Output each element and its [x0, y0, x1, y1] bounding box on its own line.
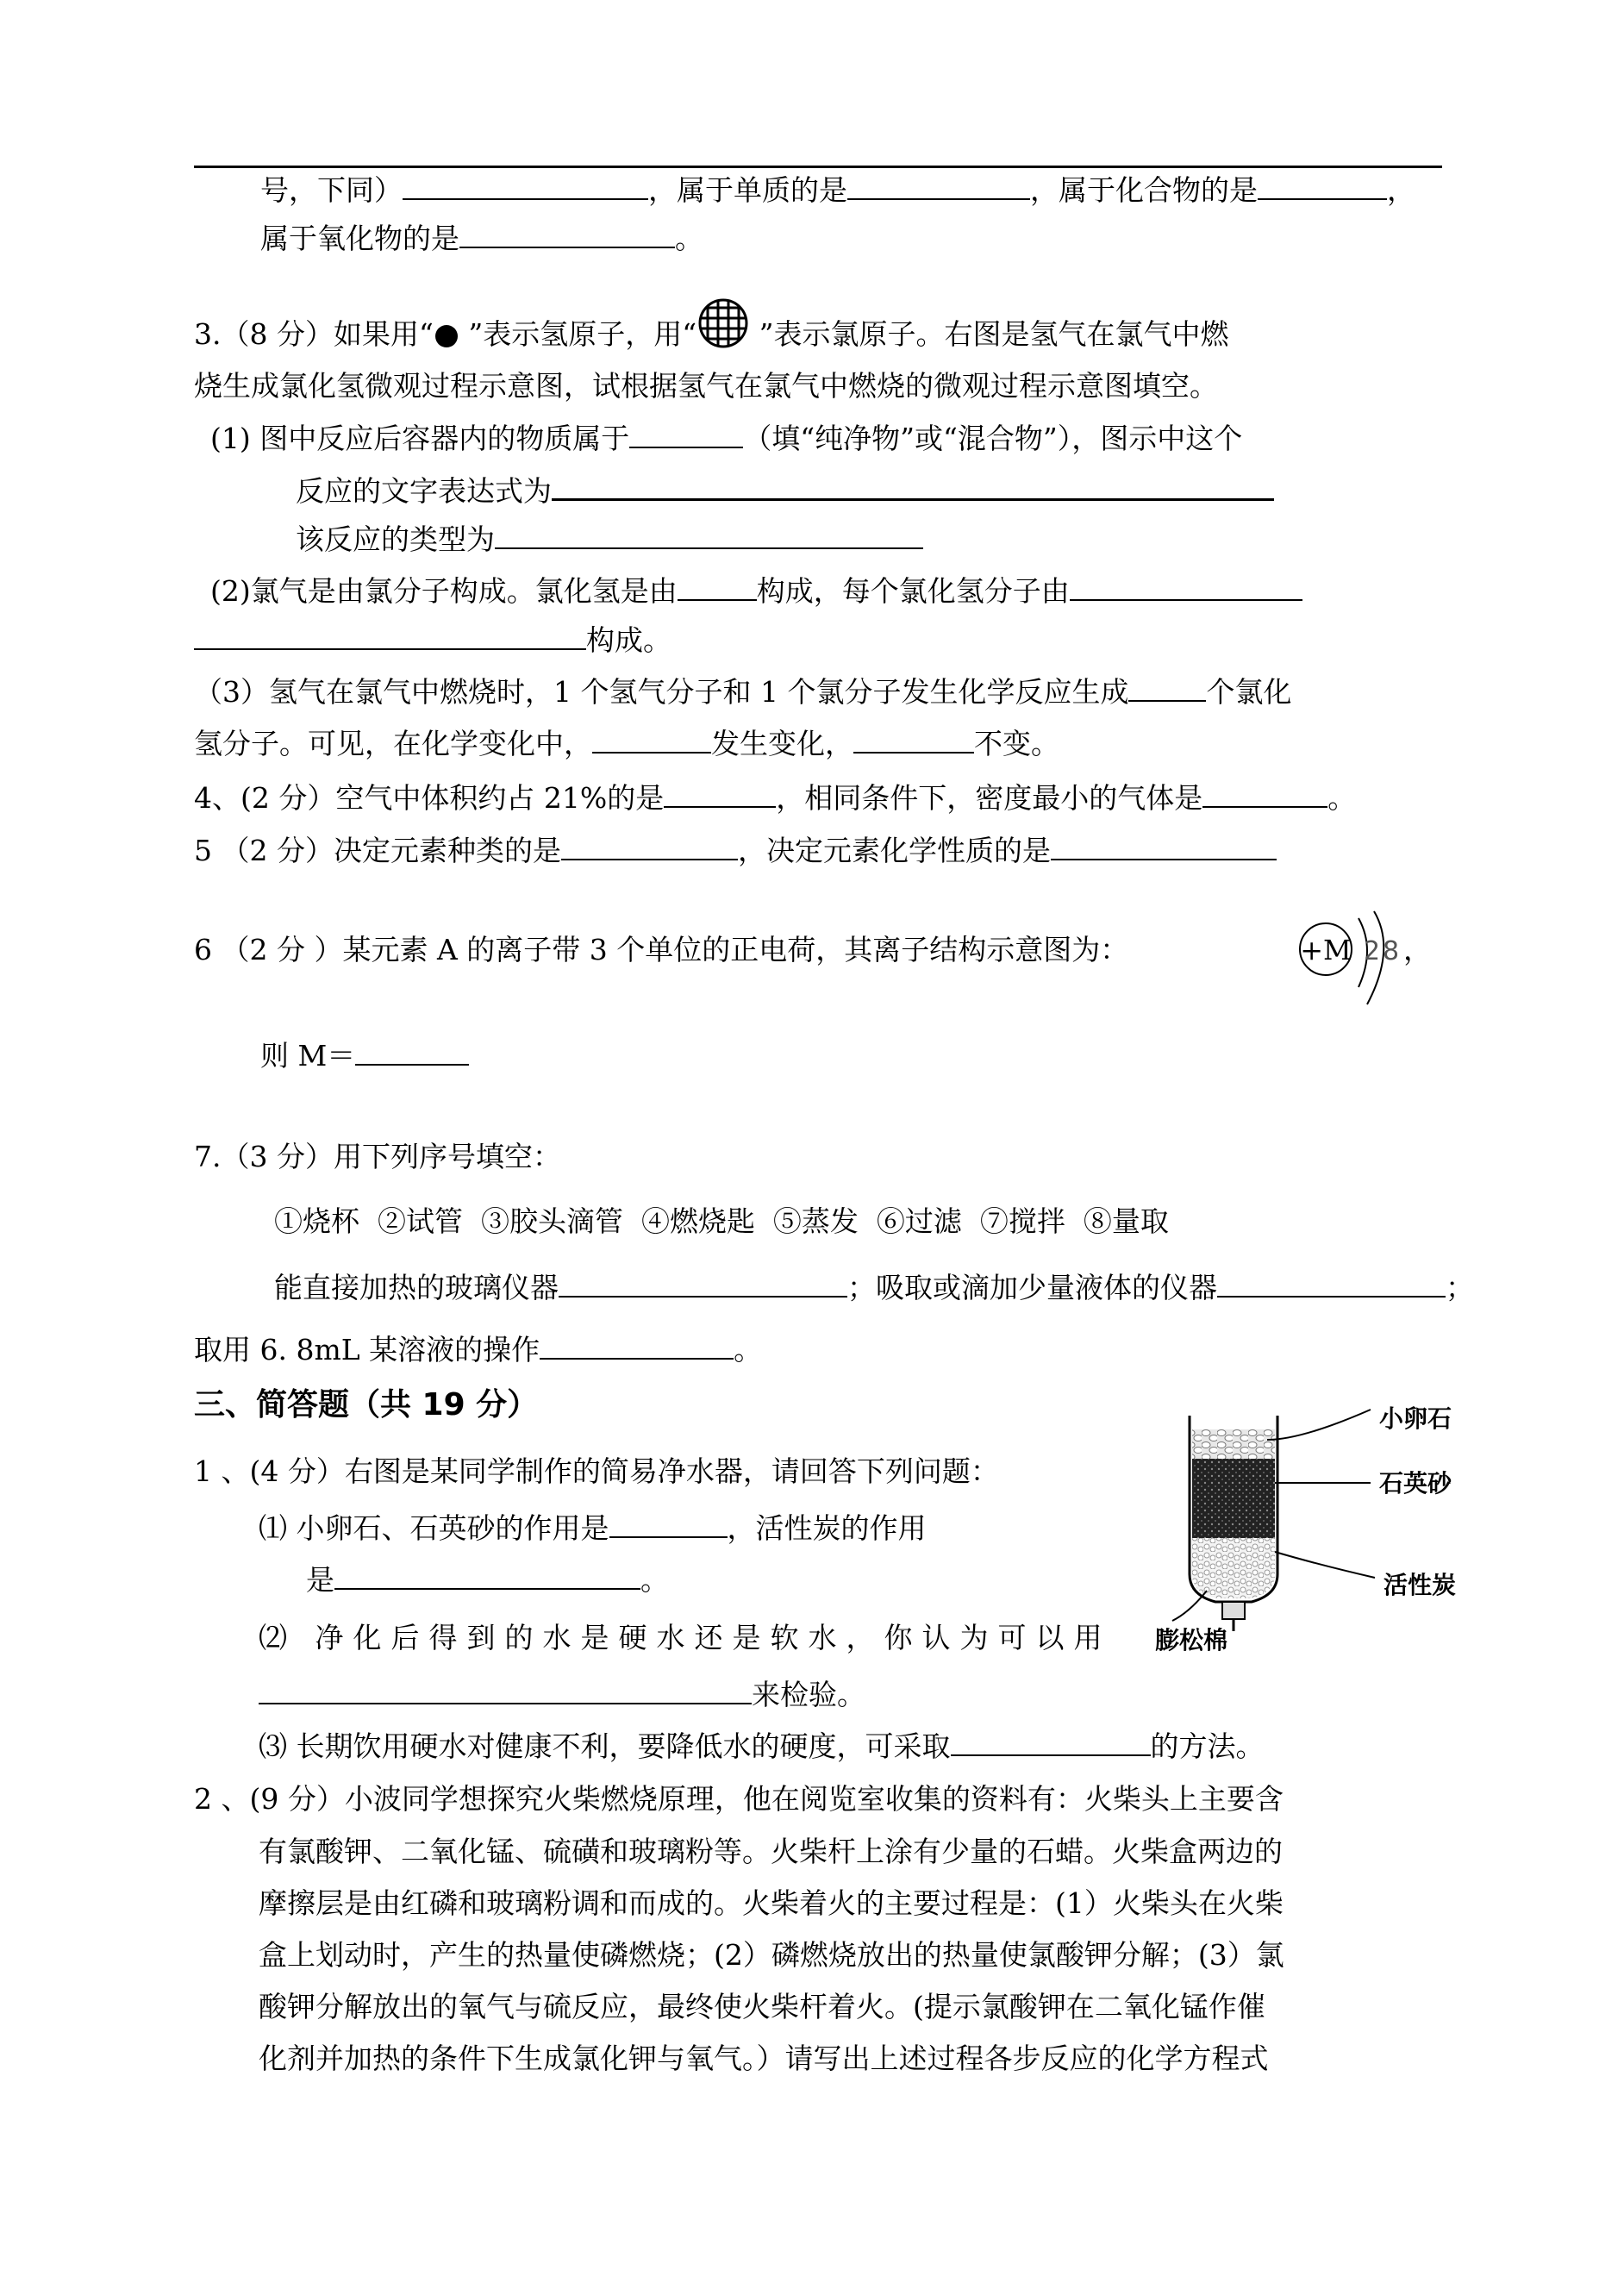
answer-blank[interactable]: [334, 1562, 640, 1590]
answer-blank[interactable]: [552, 472, 1274, 501]
q3-intro: [194, 317, 1228, 352]
q6: [194, 933, 1128, 967]
answer-blank[interactable]: [592, 726, 711, 754]
s3-q1-part-1: [259, 1510, 927, 1546]
q3-part-1-type: [296, 522, 923, 557]
text: （填“纯净物”或“混合物”），图示中这个: [743, 422, 1243, 455]
s3-q1-part-2b: [259, 1677, 865, 1712]
label-cotton: 膨松棉: [1155, 1626, 1228, 1654]
q4: [194, 780, 1356, 816]
s3-q2-line-5: 酸钾分解放出的氧气与硫反应，最终使火柴杆着火。(提示氯酸钾在二氧化锰作催: [259, 1990, 1265, 2023]
text: 该反应的类型为: [296, 522, 495, 556]
answer-blank[interactable]: [853, 726, 974, 754]
text: ，属于化合物的是: [1030, 173, 1258, 207]
answer-blank[interactable]: [1070, 573, 1302, 601]
answer-blank[interactable]: [1258, 172, 1387, 200]
s3-q2-line-4: 盒上划动时，产生的热量使磷燃烧；(2）磷燃烧放出的热量使氯酸钾分解；(3）氯: [259, 1938, 1284, 1972]
label-pebble: 小卵石: [1379, 1405, 1452, 1433]
q6-answer: [260, 1038, 469, 1073]
text: 取用 6. 8mL 某溶液的操作: [194, 1333, 540, 1366]
text: ”表示氯原子。右图是氢气在氯气中燃: [750, 317, 1229, 351]
q7-line-1: [274, 1270, 1474, 1305]
q3-part-3: [194, 674, 1291, 710]
text: 构成。: [586, 623, 671, 657]
text: 。: [1327, 781, 1357, 815]
chlorine-atom-icon: [696, 297, 750, 350]
text: 5 （2 分）决定元素种类的是: [194, 834, 561, 867]
text: ；吸取或滴加少量液体的仪器: [847, 1271, 1217, 1304]
label-carbon: 活性炭: [1384, 1571, 1457, 1599]
answer-blank[interactable]: [459, 221, 675, 248]
text: 。: [734, 1333, 763, 1366]
text: 6 （2 分 ）某元素 A 的离子带 3 个单位的正电荷，其离子结构示意图为：: [194, 933, 1129, 966]
text: 来检验。: [752, 1678, 865, 1711]
q3-part-3b: [194, 726, 1059, 761]
answer-blank[interactable]: [540, 1332, 734, 1360]
s3-q2-line-6: 化剂并加热的条件下生成氯化钾与氧气。）请写出上述过程各步反应的化学方程式: [259, 2042, 1269, 2075]
top-rule: [194, 166, 1442, 168]
text: 则 M＝: [260, 1039, 356, 1072]
text: ，决定元素化学性质的是: [737, 834, 1051, 867]
section-3-title: 三、简答题（共 19 分）: [194, 1387, 539, 1423]
answer-blank[interactable]: [629, 421, 743, 448]
s3-q1-intro: 1 、(4 分）右图是某同学制作的简易净水器，请回答下列问题：: [194, 1454, 999, 1488]
sand-layer: [1192, 1459, 1275, 1538]
outlet: [1222, 1602, 1245, 1619]
q7-intro: 7.（3 分）用下列序号填空：: [194, 1140, 561, 1173]
answer-blank[interactable]: [194, 622, 586, 650]
text: 反应的文字表达式为: [296, 474, 552, 508]
s3-q1-part-2: ⑵ 净化后得到的水是硬水还是软水，你认为可以用: [259, 1621, 1112, 1654]
pebble-layer: [1192, 1429, 1275, 1459]
ion-structure-diagram: [1284, 910, 1414, 1013]
s3-q2-line-3: 摩擦层是由红磷和玻璃粉调和而成的。火柴着火的主要过程是：(1）火柴头在火柴: [259, 1886, 1284, 1920]
water-filter-diagram: [1155, 1405, 1483, 1655]
answer-blank[interactable]: [1128, 674, 1206, 702]
text: 构成，每个氯化氢分子由: [756, 574, 1070, 608]
text: 氢分子。可见，在化学变化中，: [194, 727, 592, 760]
text: ，: [1387, 173, 1415, 207]
q3-part-1: [210, 421, 1242, 456]
s3-q2-line-1: 2 、(9 分）小波同学想探究火柴燃烧原理，他在阅览室收集的资料有：火柴头上主要含: [194, 1782, 1284, 1816]
text: (2)氯气是由氯分子构成。氯化氢是由: [210, 574, 678, 608]
text: 发生变化，: [711, 727, 853, 760]
q5: [194, 833, 1277, 868]
text: 是: [306, 1563, 334, 1597]
s3-q1-part-1b: [306, 1562, 669, 1598]
text: ，相同条件下，密度最小的气体是: [776, 781, 1203, 815]
shell-2-electrons: 8: [1383, 936, 1400, 966]
text: ”表示氢原子，用“: [459, 317, 697, 351]
answer-blank[interactable]: [495, 522, 923, 549]
q3-intro-2: 烧生成氯化氢微观过程示意图，试根据氢气在氯气中燃烧的微观过程示意图填空。: [194, 369, 1218, 403]
answer-blank[interactable]: [559, 1270, 847, 1298]
s3-q2-line-2: 有氯酸钾、二氧化锰、硫磺和玻璃粉等。火柴杆上涂有少量的石蜡。火柴盒两边的: [259, 1835, 1283, 1868]
answer-blank[interactable]: [847, 172, 1030, 200]
text: ；: [1446, 1271, 1474, 1304]
text: ⑴ 小卵石、石英砂的作用是: [259, 1511, 609, 1545]
q2-line-2: [260, 221, 703, 256]
answer-blank[interactable]: [1202, 780, 1327, 808]
text: 号，下同）: [260, 173, 403, 207]
answer-blank[interactable]: [259, 1677, 752, 1704]
label-sand: 石英砂: [1379, 1469, 1452, 1498]
nucleus-label: +M: [1300, 934, 1352, 966]
shell-1-electrons: 2: [1364, 936, 1381, 966]
q7-options: ①烧杯 ②试管 ③胶头滴管 ④燃烧匙 ⑤蒸发 ⑥过滤 ⑦搅拌 ⑧量取: [274, 1204, 1169, 1238]
text: 个氯化: [1206, 675, 1292, 709]
text: (1) 图中反应后容器内的物质属于: [210, 422, 630, 455]
carbon-layer: [1192, 1538, 1275, 1598]
text: ，活性炭的作用: [727, 1511, 927, 1545]
s3-q1-part-3: [259, 1729, 1265, 1764]
text: 3.（8 分）如果用“: [194, 317, 434, 351]
q7-line-2: [194, 1332, 762, 1367]
text: ，属于单质的是: [648, 173, 847, 207]
text: 。: [640, 1563, 669, 1597]
answer-blank[interactable]: [355, 1038, 469, 1066]
answer-blank[interactable]: [951, 1729, 1151, 1756]
answer-blank[interactable]: [664, 780, 776, 808]
text: 不变。: [974, 727, 1059, 760]
answer-blank[interactable]: [678, 573, 757, 601]
answer-blank[interactable]: [609, 1510, 728, 1538]
text: （3）氢气在氯气中燃烧时，1 个氢气分子和 1 个氯分子发生化学反应生成: [194, 675, 1129, 709]
answer-blank[interactable]: [403, 172, 648, 200]
answer-blank[interactable]: [1051, 833, 1277, 860]
q3-part-1-equation: [296, 472, 1274, 509]
text: 4、(2 分）空气中体积约占 21%的是: [194, 781, 665, 815]
q3-part-2: [210, 573, 1302, 609]
q2-line-1: [260, 172, 1415, 208]
answer-blank[interactable]: [561, 833, 738, 860]
text: 属于氧化物的是: [260, 222, 459, 255]
text: 的方法。: [1150, 1729, 1265, 1763]
answer-blank[interactable]: [1217, 1270, 1446, 1298]
text: 。: [675, 222, 703, 255]
text: 能直接加热的玻璃仪器: [274, 1271, 559, 1304]
q6-comma: ，: [1403, 933, 1432, 966]
text: ⑶ 长期饮用硬水对健康不利，要降低水的硬度，可采取: [259, 1729, 951, 1763]
q3-part-2b: [194, 622, 671, 658]
hydrogen-atom-icon: [434, 323, 459, 349]
